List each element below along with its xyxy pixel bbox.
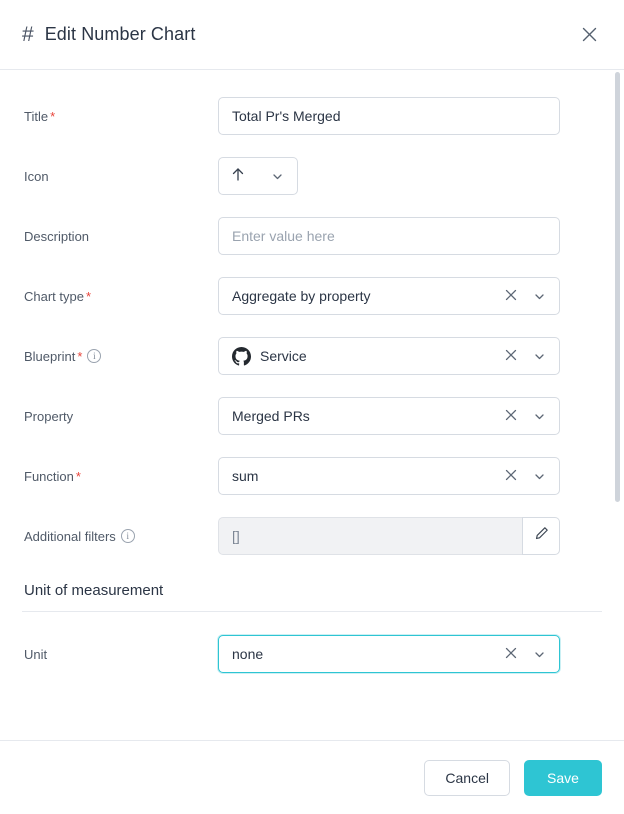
title-input-value: Total Pr's Merged [232,108,341,124]
chart-type-value: Aggregate by property [232,288,371,304]
property-value: Merged PRs [232,408,310,424]
field-blueprint [218,337,560,375]
property-select[interactable] [218,397,560,435]
pencil-icon [534,526,549,546]
icon-select[interactable] [218,157,298,195]
label-icon [22,169,218,184]
field-unit [218,635,560,673]
additional-filters-input [218,517,522,555]
field-title [218,97,560,135]
field-icon [218,157,560,195]
page-title: Edit Number Chart [44,24,196,44]
cancel-button[interactable]: Cancel [424,760,510,796]
modal-footer [0,740,624,814]
required-marker: * [75,468,81,484]
form-row-icon [22,156,602,196]
field-function [218,457,560,495]
select-controls [503,407,549,425]
label-description [22,229,218,244]
label-blueprint [22,349,218,364]
unit-select[interactable] [218,635,560,673]
clear-icon[interactable] [503,407,519,425]
label-chart-type-text: Chart type [24,288,84,304]
clear-icon[interactable] [503,287,519,305]
chevron-down-icon[interactable] [271,170,287,183]
clear-icon[interactable] [503,645,519,663]
label-additional-filters [22,529,218,544]
field-chart-type [218,277,560,315]
field-property [218,397,560,435]
form-row-unit [22,634,602,674]
label-property [22,409,218,424]
form-row-chart-type [22,276,602,316]
label-property-text: Property [24,408,74,424]
select-controls [503,467,549,485]
form-row-blueprint [22,336,602,376]
select-controls [503,645,549,663]
arrow-up-icon [231,167,245,185]
close-icon[interactable] [576,22,602,48]
label-function-text: Function [24,468,74,484]
label-blueprint-text: Blueprint [24,348,76,364]
label-description-text: Description [24,228,90,244]
chevron-down-icon[interactable] [533,410,549,423]
label-title [22,109,218,124]
save-button[interactable]: Save [524,760,602,796]
chevron-down-icon[interactable] [533,290,549,303]
title-input[interactable] [218,97,560,135]
label-additional-filters-text: Additional filters [24,528,116,544]
clear-icon[interactable] [503,467,519,485]
field-description [218,217,560,255]
description-input[interactable] [218,217,560,255]
required-marker: * [50,108,56,124]
label-unit-text: Unit [24,646,48,662]
chevron-down-icon[interactable] [533,350,549,363]
select-controls [503,347,549,365]
additional-filters-value: [] [232,528,240,544]
unit-value: none [232,646,264,662]
label-title-text: Title [24,108,49,124]
label-chart-type [22,289,218,304]
scrollbar-track[interactable] [617,70,622,740]
field-additional-filters [218,517,560,555]
form-row-additional-filters [22,516,602,556]
modal-body [0,70,624,740]
required-marker: * [77,348,83,364]
info-icon[interactable]: i [121,529,135,543]
chart-type-select[interactable] [218,277,560,315]
function-select[interactable] [218,457,560,495]
clear-icon[interactable] [503,347,519,365]
required-marker: * [85,288,92,304]
modal-header [0,0,624,70]
scrollbar-thumb[interactable] [615,72,620,502]
chevron-down-icon[interactable] [533,470,549,483]
form-row-title [22,96,602,136]
description-placeholder: Enter value here [232,228,335,244]
edit-filters-button[interactable] [522,517,560,555]
blueprint-select[interactable] [218,337,560,375]
hash-icon: # [22,23,34,46]
select-controls [503,287,549,305]
form-row-function [22,456,602,496]
function-value: sum [232,468,259,484]
label-unit [22,647,218,662]
form-row-description [22,216,602,256]
label-function [22,469,218,484]
github-icon [232,347,251,366]
label-icon-text: Icon [24,168,49,184]
blueprint-value: Service [260,348,307,364]
section-title-unit-of-measurement: Unit of measurement [22,576,602,612]
info-icon[interactable]: i [87,349,101,363]
form-row-property [22,396,602,436]
chevron-down-icon[interactable] [533,648,549,661]
